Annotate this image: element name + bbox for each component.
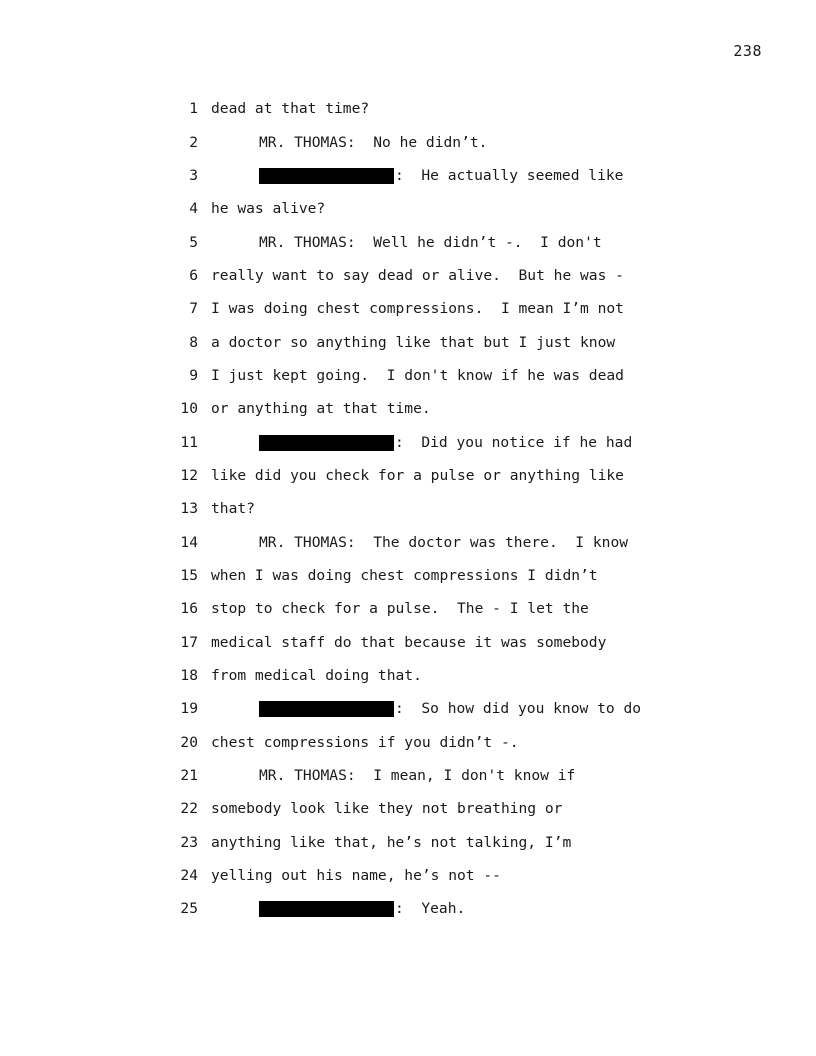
line-number: 19 bbox=[180, 700, 198, 718]
line-text: from medical doing that. bbox=[211, 667, 422, 685]
transcript-line bbox=[170, 592, 690, 625]
line-text: like did you check for a pulse or anything like bbox=[211, 466, 624, 484]
line-number: 1 bbox=[189, 100, 198, 118]
transcript-line bbox=[170, 792, 690, 825]
line-text: anything like that, he’s not talking, I’m bbox=[211, 833, 572, 851]
line-number: 20 bbox=[180, 733, 198, 751]
line-number: 12 bbox=[180, 466, 198, 484]
line-number: 17 bbox=[180, 633, 198, 651]
transcript-line bbox=[170, 726, 690, 759]
line-text: he was alive? bbox=[211, 200, 326, 218]
line-number: 25 bbox=[180, 900, 198, 918]
transcript-line bbox=[170, 92, 690, 125]
transcript-line bbox=[170, 525, 690, 558]
line-number: 22 bbox=[180, 800, 198, 818]
line-text: yelling out his name, he’s not -- bbox=[211, 867, 501, 885]
line-text-container bbox=[211, 567, 690, 584]
line-text-container bbox=[211, 434, 690, 451]
line-text-container bbox=[211, 900, 690, 917]
line-text-container bbox=[211, 734, 690, 751]
line-text: MR. THOMAS: No he didn’t. bbox=[259, 133, 488, 151]
transcript-line bbox=[170, 192, 690, 225]
transcript-line bbox=[170, 125, 690, 158]
redacted-speaker-name bbox=[259, 168, 394, 184]
line-text: I was doing chest compressions. I mean I’m not bbox=[211, 300, 624, 318]
line-text-container bbox=[211, 100, 690, 117]
line-number: 14 bbox=[180, 533, 198, 551]
transcript-line bbox=[170, 292, 690, 325]
line-text-container bbox=[211, 134, 690, 151]
line-text-container bbox=[211, 534, 690, 551]
transcript-line bbox=[170, 859, 690, 892]
line-text: when I was doing chest compressions I didn’t bbox=[211, 566, 598, 584]
line-text: : He actually seemed like bbox=[395, 166, 624, 184]
line-number: 21 bbox=[180, 767, 198, 785]
line-number: 23 bbox=[180, 833, 198, 851]
line-text: chest compressions if you didn’t -. bbox=[211, 733, 519, 751]
line-text-container bbox=[211, 667, 690, 684]
line-text: stop to check for a pulse. The - I let the bbox=[211, 600, 589, 618]
line-text-container bbox=[211, 600, 690, 617]
transcript-line bbox=[170, 759, 690, 792]
line-text: a doctor so anything like that but I just know bbox=[211, 333, 616, 351]
line-number: 15 bbox=[180, 566, 198, 584]
line-text: : So how did you know to do bbox=[395, 700, 642, 718]
page-number: 238 bbox=[733, 42, 762, 60]
transcript-line bbox=[170, 325, 690, 358]
line-text: I just kept going. I don't know if he was dead bbox=[211, 366, 624, 384]
line-text: really want to say dead or alive. But he was - bbox=[211, 266, 624, 284]
line-text-container bbox=[211, 300, 690, 317]
line-text-container bbox=[211, 467, 690, 484]
transcript-line bbox=[170, 626, 690, 659]
line-text: somebody look like they not breathing or bbox=[211, 800, 563, 818]
line-text-container bbox=[211, 400, 690, 417]
line-number: 11 bbox=[180, 433, 198, 451]
redacted-speaker-name bbox=[259, 701, 394, 717]
line-text-container bbox=[211, 367, 690, 384]
redacted-speaker-name bbox=[259, 435, 394, 451]
line-number: 6 bbox=[189, 266, 198, 284]
line-text-container bbox=[211, 800, 690, 817]
line-number: 4 bbox=[189, 200, 198, 218]
transcript-line bbox=[170, 359, 690, 392]
line-text-container bbox=[211, 167, 690, 184]
line-text: medical staff do that because it was somebody bbox=[211, 633, 607, 651]
line-number: 10 bbox=[180, 400, 198, 418]
line-text-container bbox=[211, 234, 690, 251]
line-text-container bbox=[211, 834, 690, 851]
line-text-container bbox=[211, 700, 690, 717]
line-number: 13 bbox=[180, 500, 198, 518]
line-text: MR. THOMAS: Well he didn’t -. I don't bbox=[259, 233, 602, 251]
line-text-container bbox=[211, 267, 690, 284]
line-text: MR. THOMAS: The doctor was there. I know bbox=[259, 533, 629, 551]
line-number: 3 bbox=[189, 166, 198, 184]
line-text-container bbox=[211, 500, 690, 517]
line-number: 2 bbox=[189, 133, 198, 151]
line-text: dead at that time? bbox=[211, 100, 370, 118]
transcript-line bbox=[170, 659, 690, 692]
line-text: MR. THOMAS: I mean, I don't know if bbox=[259, 767, 576, 785]
line-text-container bbox=[211, 200, 690, 217]
line-text: : Did you notice if he had bbox=[395, 433, 633, 451]
line-text: that? bbox=[211, 500, 255, 518]
line-number: 7 bbox=[189, 300, 198, 318]
line-text-container bbox=[211, 867, 690, 884]
line-number: 16 bbox=[180, 600, 198, 618]
transcript-line bbox=[170, 892, 690, 925]
transcript-line bbox=[170, 159, 690, 192]
transcript-line bbox=[170, 692, 690, 725]
transcript-line bbox=[170, 392, 690, 425]
line-text: or anything at that time. bbox=[211, 400, 431, 418]
line-text-container bbox=[211, 634, 690, 651]
line-number: 9 bbox=[189, 366, 198, 384]
line-number: 18 bbox=[180, 667, 198, 685]
transcript-line bbox=[170, 459, 690, 492]
transcript-line bbox=[170, 425, 690, 458]
transcript-body bbox=[170, 92, 690, 926]
transcript-line bbox=[170, 225, 690, 258]
transcript-line bbox=[170, 826, 690, 859]
transcript-line bbox=[170, 492, 690, 525]
line-number: 24 bbox=[180, 867, 198, 885]
transcript-line bbox=[170, 559, 690, 592]
line-text: : Yeah. bbox=[395, 900, 466, 918]
line-number: 8 bbox=[189, 333, 198, 351]
transcript-line bbox=[170, 259, 690, 292]
line-text-container bbox=[211, 334, 690, 351]
line-text-container bbox=[211, 767, 690, 784]
line-number: 5 bbox=[189, 233, 198, 251]
redacted-speaker-name bbox=[259, 901, 394, 917]
